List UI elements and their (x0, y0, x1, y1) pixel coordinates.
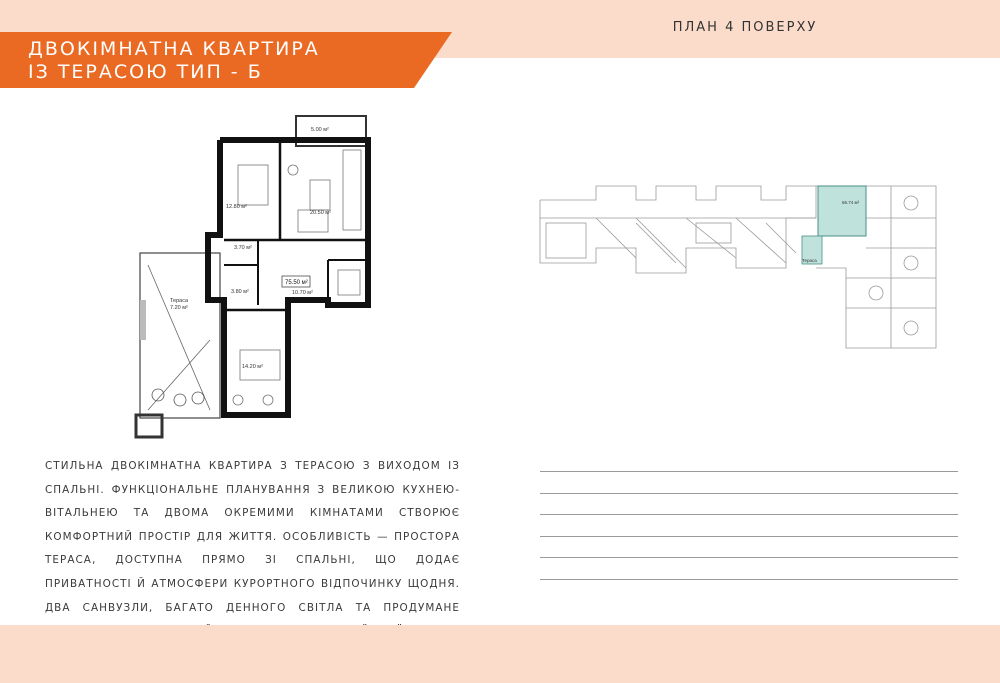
balcony-area: 5.00 м² (311, 127, 329, 133)
note-line (540, 536, 958, 537)
bedroom-1-area: 12.80 м² (226, 204, 247, 210)
terrace-area-value: 7.20 м² (170, 305, 188, 311)
bathroom-2-area: 3.80 м² (231, 289, 249, 295)
unit-area-label: 66.74 м² (842, 200, 860, 205)
bathroom-1-area: 3.70 м² (234, 245, 252, 251)
total-area: 75.50 м² (285, 280, 308, 286)
title-line-2: ІЗ ТЕРАСОЮ ТИП - Б (28, 61, 263, 83)
footer-band (0, 625, 1000, 683)
hall-area: 10.70 м² (292, 290, 313, 296)
note-line (540, 557, 958, 558)
highlighted-unit (802, 186, 866, 264)
bedroom-2-area: 14.20 м² (242, 364, 263, 370)
note-line (540, 493, 958, 494)
unit-terrace-label: Тераса (802, 258, 817, 263)
page-title (28, 38, 428, 84)
title-line-1: ДВОКІМНАТНА КВАРТИРА (28, 38, 320, 60)
note-line (540, 514, 958, 515)
floor-label: ПЛАН 4 ПОВЕРХУ (672, 20, 818, 35)
kitchen-living-area: 20.50 м² (310, 210, 331, 216)
building-outline (540, 186, 936, 348)
apartment-description: СТИЛЬНА ДВОКІМНАТНА КВАРТИРА З ТЕРАСОЮ З ВИХОДОМ ІЗ СПАЛЬНІ. ФУНКЦІОНАЛЬНЕ ПЛАНУВАННЯ З ВЕЛИКОЮ КУХНЕЮ-ВІТАЛЬНЕЮ ТА ДВОМА ОКРЕМИМИ КІМНАТАМИ СТВОРЮЄ КОМФОРТНИЙ ПРОСТІР ДЛЯ ЖИТТЯ. ОСОБЛИВІСТЬ — ПРОСТОРА ТЕРАСА, ДОСТУПНА ПРЯМО ЗІ СПАЛЬНІ, ЩО ДОДАЄ ПРИВАТНОСТІ Й АТМОСФЕРИ КУРОРТНОГО ВІДПОЧИНКУ ЩОДНЯ. ДВА САНВУЗЛИ, БАГАТО ДЕННОГО СВІТЛА ТА ПРОДУМАНЕ (45, 460, 460, 614)
note-line (540, 579, 958, 580)
floor-location-plan (536, 178, 946, 363)
notes-lines (540, 471, 958, 600)
apartment-floor-plan (128, 110, 388, 445)
terrace-label: Тераса (170, 298, 189, 304)
note-line (540, 471, 958, 472)
